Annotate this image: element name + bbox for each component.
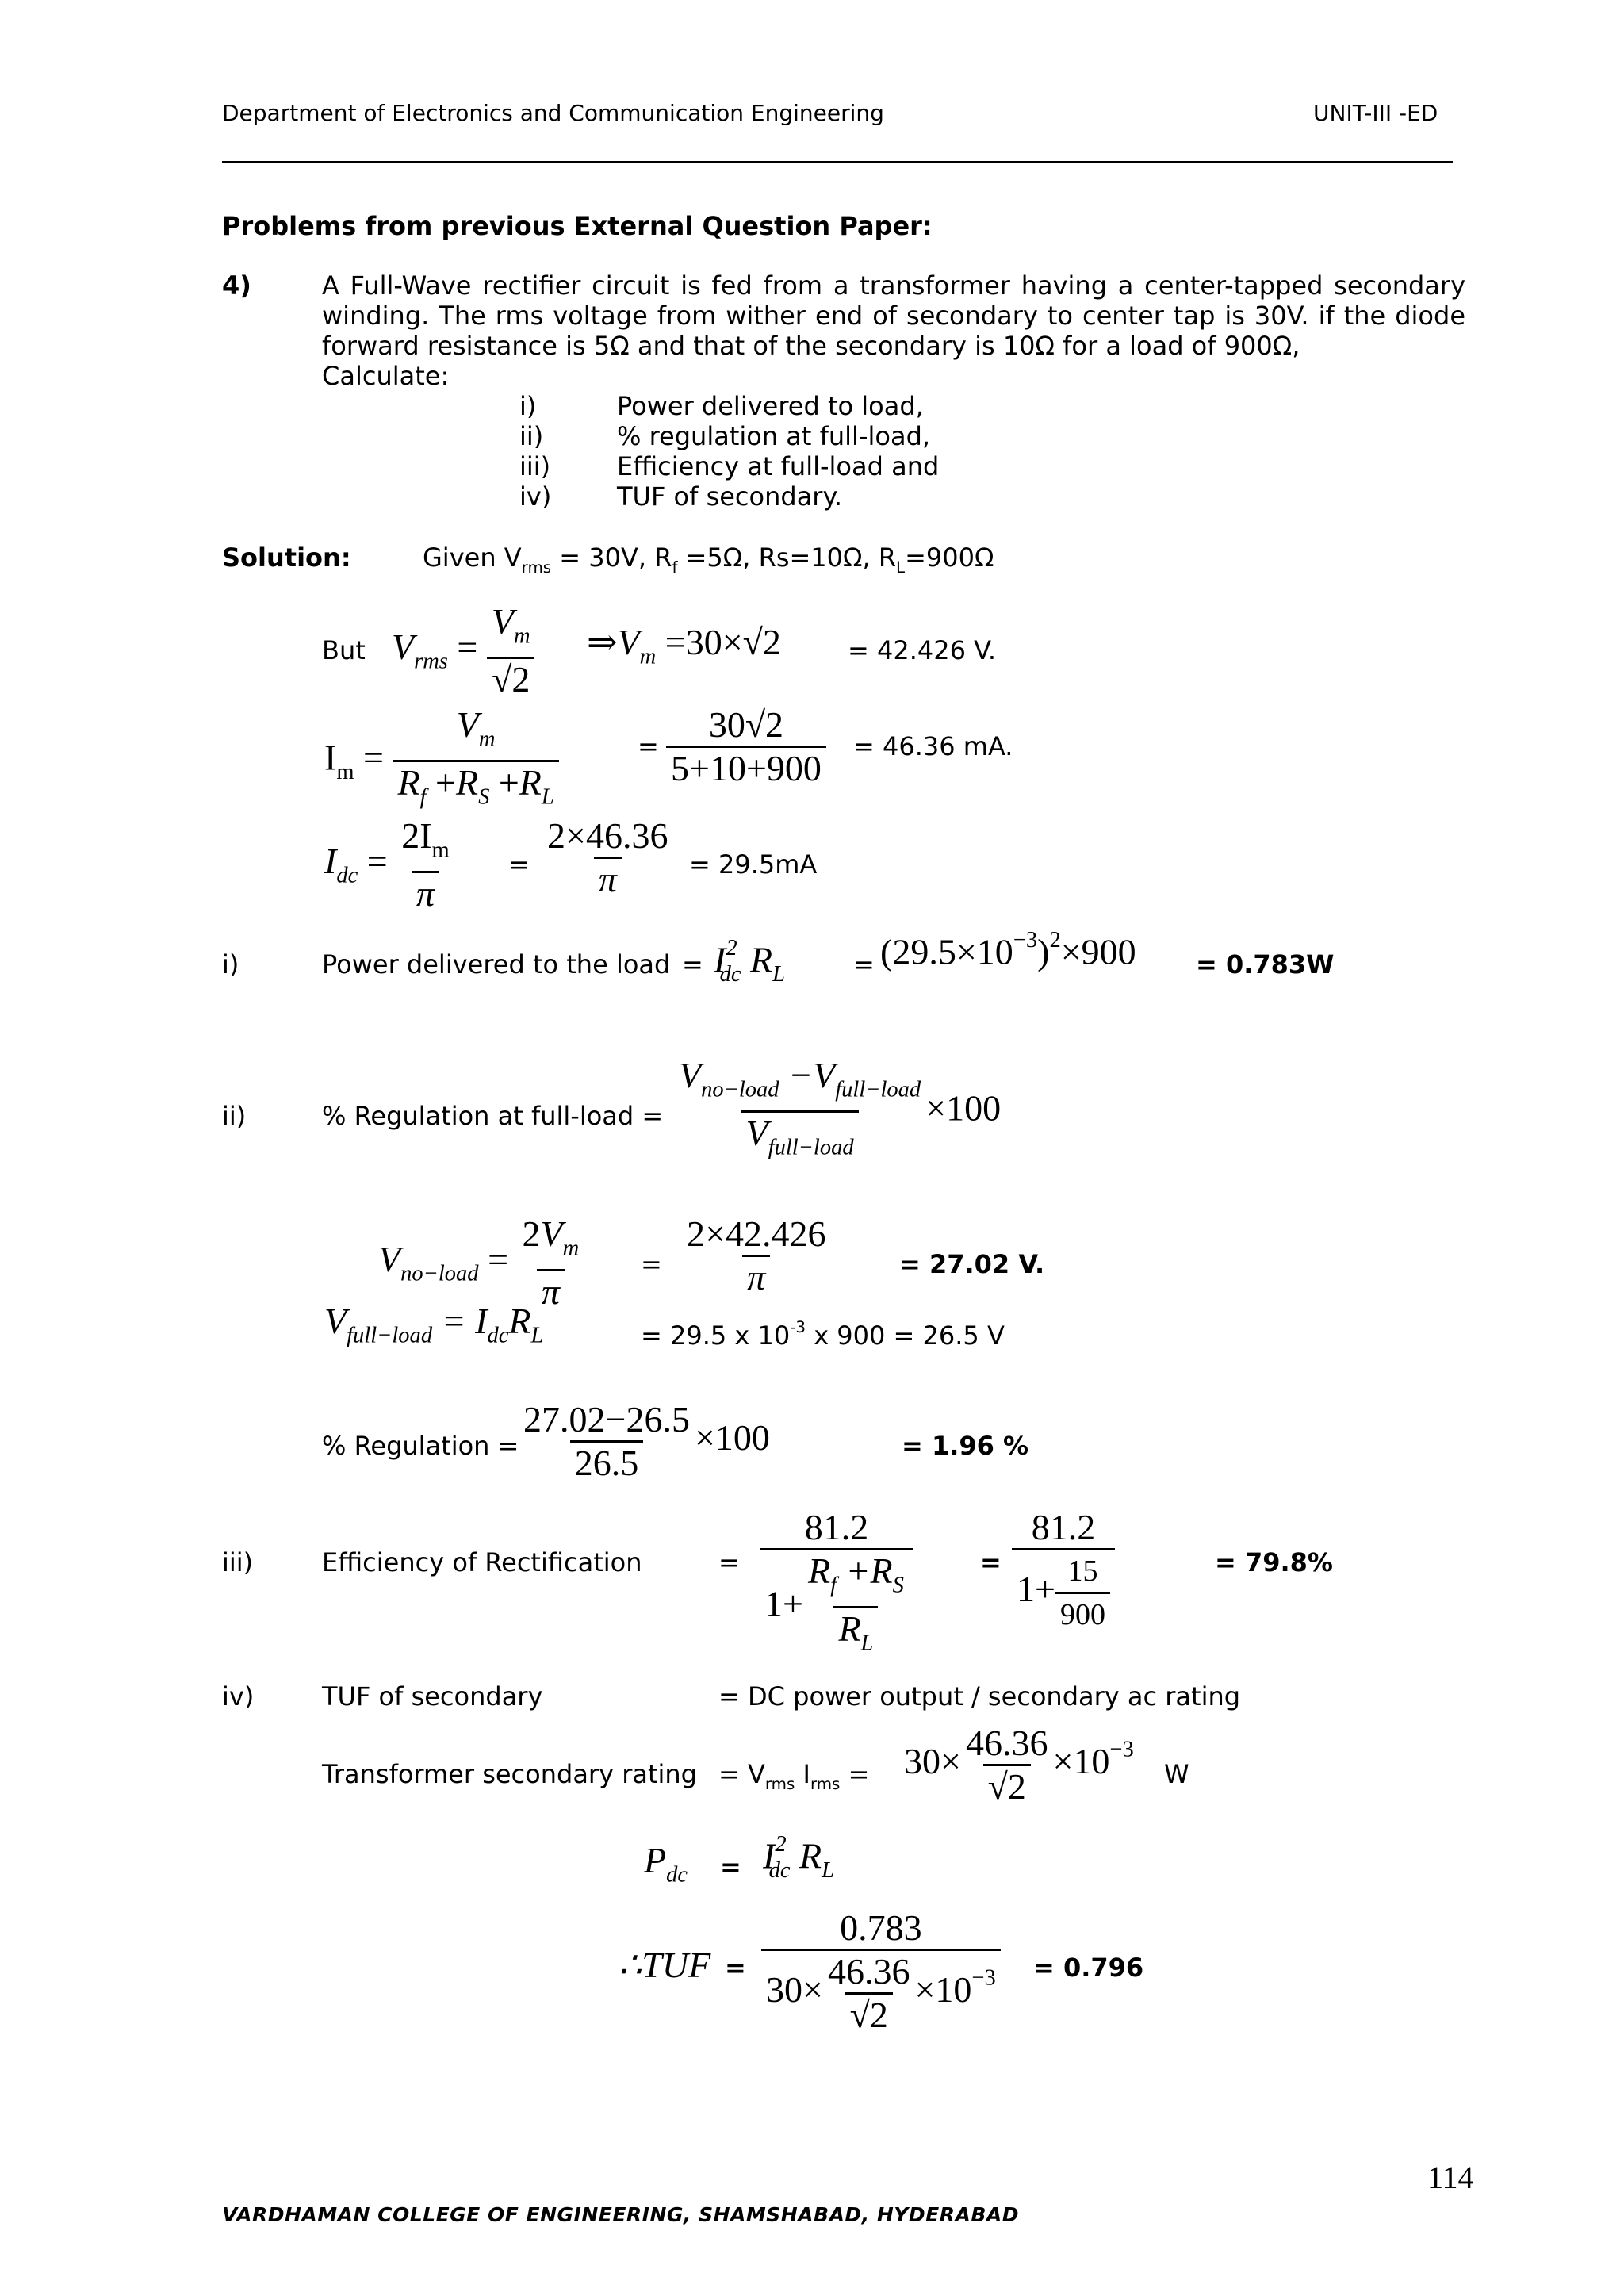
page-number: 114 [1427, 2160, 1474, 2195]
vrms-equation: $V_{rms}$ = $\frac{V_m}{√2}$ [392, 601, 535, 700]
part-iii-number: iii) [222, 1547, 254, 1577]
idc-substitution: $\frac{2\times 46.36}{\pi}$ [547, 815, 668, 899]
tuf-result: = 0.796 [1033, 1953, 1144, 1983]
part-ii-label: % Regulation at full-load = [322, 1101, 664, 1131]
part-i-result: = 0.783W [1196, 949, 1335, 979]
equals-sign: = [720, 1852, 741, 1882]
list-item-text: Efficiency at full-load and [617, 451, 940, 481]
vfull-load-result: = 29.5 x $10^{-3}$ x 900 = 26.5 V [641, 1318, 1005, 1351]
equals-sign: = [853, 949, 875, 979]
list-item-num: i) [519, 391, 537, 421]
problem-line-4: Calculate: [322, 361, 450, 391]
equals-sign: = [508, 849, 530, 880]
given-values: Given $V_{rms} = 30V$, $R_f =5\Omega$, Rs=10Ω, $R_L=900\Omega$ [423, 542, 994, 577]
equals-sign: = [682, 949, 703, 979]
equals-sign: = [725, 1953, 746, 1983]
part-i-number: i) [222, 949, 239, 979]
power-substitution: $(29.5\times 10^{-3})^2\times 900$ [880, 928, 1136, 972]
efficiency-result: = 79.8% [1215, 1547, 1333, 1577]
vfull-load-equation: $V_{full-load} = I_{dc}R_L$ [324, 1301, 544, 1348]
solution-label: Solution: [222, 542, 351, 573]
secondary-rating-label: Transformer secondary rating [322, 1759, 697, 1789]
problem-line-3: forward resistance is 5Ω and that of the secondary is 10Ω for a load of 900Ω, [322, 331, 1300, 361]
header-department: Department of Electronics and Communication Engineering [222, 100, 884, 126]
idc-result: = 29.5mA [689, 849, 818, 880]
im-result: = 46.36 mA. [853, 731, 1013, 761]
im-substitution: $\frac{30√2}{5+10+900}$ [666, 704, 826, 789]
tuf-definition: = DC power output / secondary ac rating [718, 1681, 1241, 1711]
vm-result: = 42.426 V. [848, 635, 997, 665]
list-item-num: iii) [519, 451, 551, 481]
list-item-num: iv) [519, 481, 552, 512]
part-iv-number: iv) [222, 1681, 255, 1711]
vno-load-result: = 27.02 V. [899, 1249, 1045, 1279]
tuf-symbol: ∴TUF [619, 1945, 711, 1985]
regulation-formula: $\frac{V_{no-load} -V_{full-load}}{V_{full-load}}$ ×100 [674, 1055, 1001, 1169]
list-item-text: Power delivered to load, [617, 391, 924, 421]
part-ii-number: ii) [222, 1101, 247, 1131]
efficiency-substitution: 81.2 1+ $\frac{15}{900}$ [1012, 1507, 1115, 1635]
problem-number: 4) [222, 270, 251, 301]
equals-sign: = [638, 731, 659, 761]
header-rule [222, 161, 1453, 163]
problem-line-2: winding. The rms voltage from wither end of secondary to center tap is 30V. if the diode [322, 301, 1465, 331]
but-label: But [322, 635, 366, 665]
regulation-substitution: $\frac{27.02-26.5}{26.5}$ ×100 [523, 1399, 770, 1483]
equals-sign: = [980, 1547, 1002, 1577]
im-equation: $I_m$ = $\frac{V_m}{R_f +R_S +R_L}$ [324, 704, 559, 818]
equals-sign: = [641, 1249, 662, 1279]
header-unit: UNIT-III -ED [1313, 100, 1438, 126]
secondary-rating-eq: = $V_{rms}$ $I_{rms}$ = [718, 1759, 870, 1793]
tuf-formula: 0.783 30× $\frac{46.36}{√2}$ $\times 10^{-3}$ [761, 1907, 1001, 2036]
regulation-label: % Regulation = [322, 1431, 519, 1461]
pdc-symbol: $P_{dc}$ [644, 1840, 688, 1888]
list-item-text: % regulation at full-load, [617, 421, 931, 451]
regulation-result: = 1.96 % [902, 1431, 1029, 1461]
idc-equation: $I_{dc}$ = $\frac{2I_m}{\pi}$ [324, 815, 450, 914]
section-title: Problems from previous External Question Paper: [222, 211, 933, 241]
vm-equation: $\Rightarrow V_m =30\times√2$ [587, 622, 781, 669]
vno-load-substitution: $\frac{2\times 42.426}{\pi}$ [687, 1213, 826, 1297]
pdc-formula: $I^2_{dc}$ $R_L$ [763, 1832, 834, 1883]
secondary-rating-unit: W [1164, 1759, 1189, 1789]
problem-line-1: A Full-Wave rectifier circuit is fed from a transformer having a center-tapped secondary [322, 270, 1465, 301]
list-item-text: TUF of secondary. [617, 481, 842, 512]
footer-college: VARDHAMAN COLLEGE OF ENGINEERING, SHAMSHABAD, HYDERABAD [222, 2203, 1019, 2226]
efficiency-formula: 81.2 1+ $\frac{R_f +R_S}{R_L}$ [760, 1507, 914, 1665]
secondary-rating-formula: 30× $\frac{46.36}{√2}$ $\times 10^{-3}$ [904, 1723, 1134, 1807]
power-formula: $I^2_{dc}$ $R_L$ [714, 936, 785, 987]
vno-load-equation: $V_{no-load}$ = $\frac{2V_m}{\pi}$ [378, 1213, 580, 1313]
list-item-num: ii) [519, 421, 544, 451]
part-iv-label: TUF of secondary [322, 1681, 543, 1711]
equals-sign: = [718, 1547, 740, 1577]
part-i-label: Power delivered to the load [322, 949, 671, 979]
part-iii-label: Efficiency of Rectification [322, 1547, 642, 1577]
